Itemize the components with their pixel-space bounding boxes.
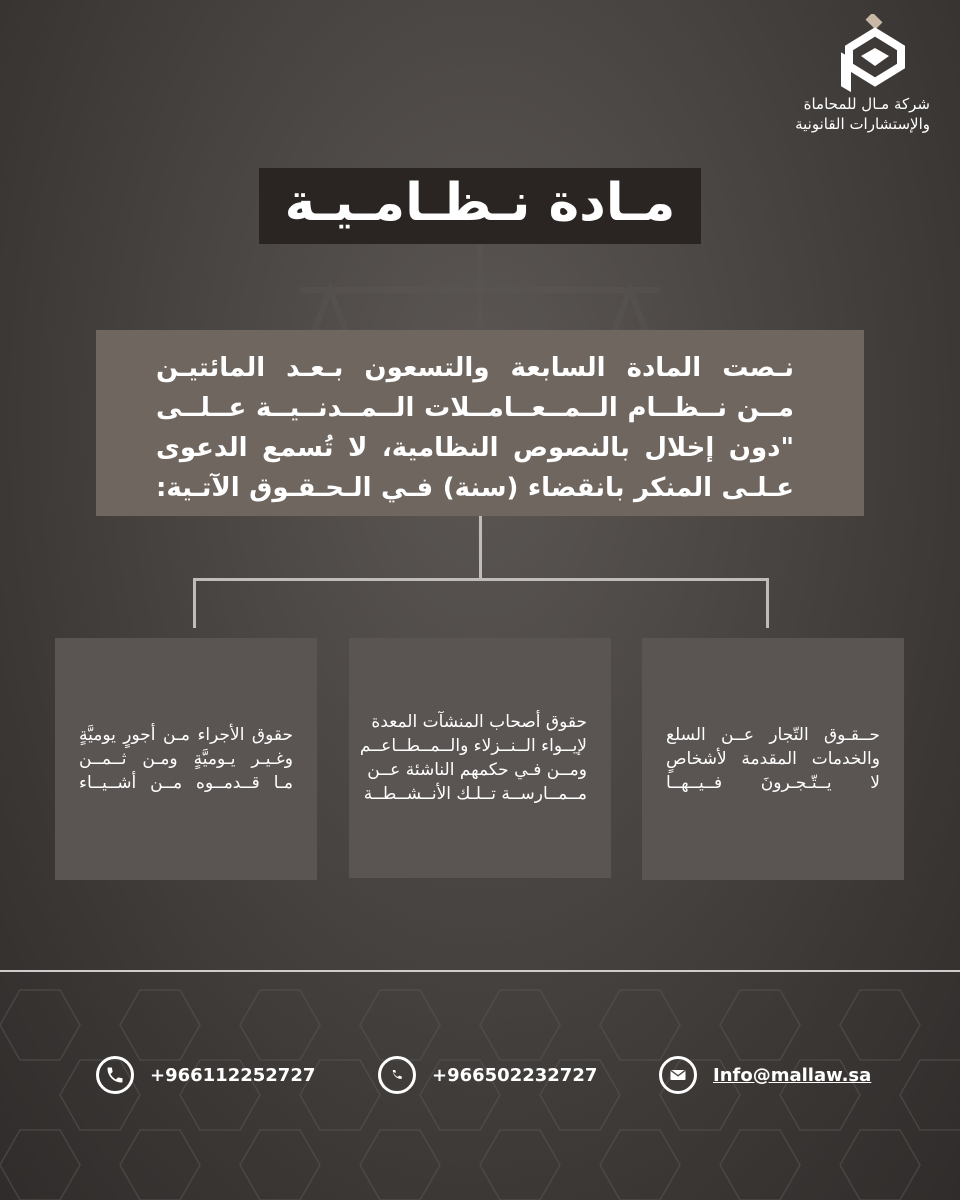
whatsapp-icon <box>378 1056 416 1094</box>
card-line: لا يــتّـجـرونَ فــيــهــا <box>666 773 880 793</box>
connector-right <box>766 578 769 628</box>
brand-name-line1: شركة مـال للمحاماة <box>803 95 930 113</box>
page-title: مـادة نـظـامـيـة <box>259 168 702 244</box>
card-line: حقوق أصحاب المنشآت المعدة <box>371 712 587 732</box>
whatsapp-number[interactable]: +966502232727 <box>432 1064 598 1086</box>
connector-left <box>193 578 196 628</box>
card-line: ومــن فـي حكمهم الناشئة عــن <box>367 760 587 780</box>
contact-phone[interactable] <box>96 1055 315 1095</box>
intro-line-1: نـصت المادة السابعة والتسعون بـعـد المائتيـن <box>156 353 794 383</box>
phone-icon <box>96 1056 134 1094</box>
card-merchants-rights <box>642 638 904 880</box>
card-hospitality-rights <box>349 638 611 878</box>
footer-divider <box>0 970 960 972</box>
card-line: لإيــواء الــنــزلاء والــمــطــاعــم <box>359 736 587 756</box>
intro-line-4: عـلـى المنكر بانقضاء (سنة) فـي الـحـقـوق الآتـية: <box>156 473 794 503</box>
card-line: مـا قــدمــوه مــن أشــيــاء <box>79 773 293 793</box>
brand-name-line2: والإستشارات القانونية <box>795 115 930 133</box>
contact-email[interactable] <box>659 1055 871 1095</box>
email-link[interactable]: Info@mallaw.sa <box>713 1064 872 1086</box>
intro-line-3: "دون إخلال بالنصوص النظامية، لا تُسمع الدعوى <box>156 433 794 463</box>
intro-box <box>96 330 864 516</box>
contact-whatsapp[interactable] <box>378 1055 597 1095</box>
brand-logo <box>795 14 930 134</box>
card-line: حــقـوق التّجار عــن السلع <box>666 725 880 745</box>
phone-number[interactable]: +966112252727 <box>150 1064 316 1086</box>
intro-line-2: مــن نــظــام الــمــعــامــلات الــمــدنــيــة عــلــى <box>156 393 794 423</box>
card-line: والخدمات المقدمة لأشخاصٍ <box>666 749 880 769</box>
card-line: مــمــارســة تــلـك الأنــشــطــة <box>363 784 587 804</box>
title-wrapper <box>0 168 960 244</box>
card-line: وغـيـر يـوميَّةٍ ومـن ثــمــن <box>79 749 293 769</box>
connector-stem <box>479 516 482 580</box>
connector-bar <box>193 578 769 581</box>
card-line: حقوق الأجراء مـن أجورٍ يوميَّةٍ <box>79 725 293 745</box>
card-workers-rights <box>55 638 317 880</box>
mail-icon <box>659 1056 697 1094</box>
logo-mark-icon <box>837 14 913 94</box>
